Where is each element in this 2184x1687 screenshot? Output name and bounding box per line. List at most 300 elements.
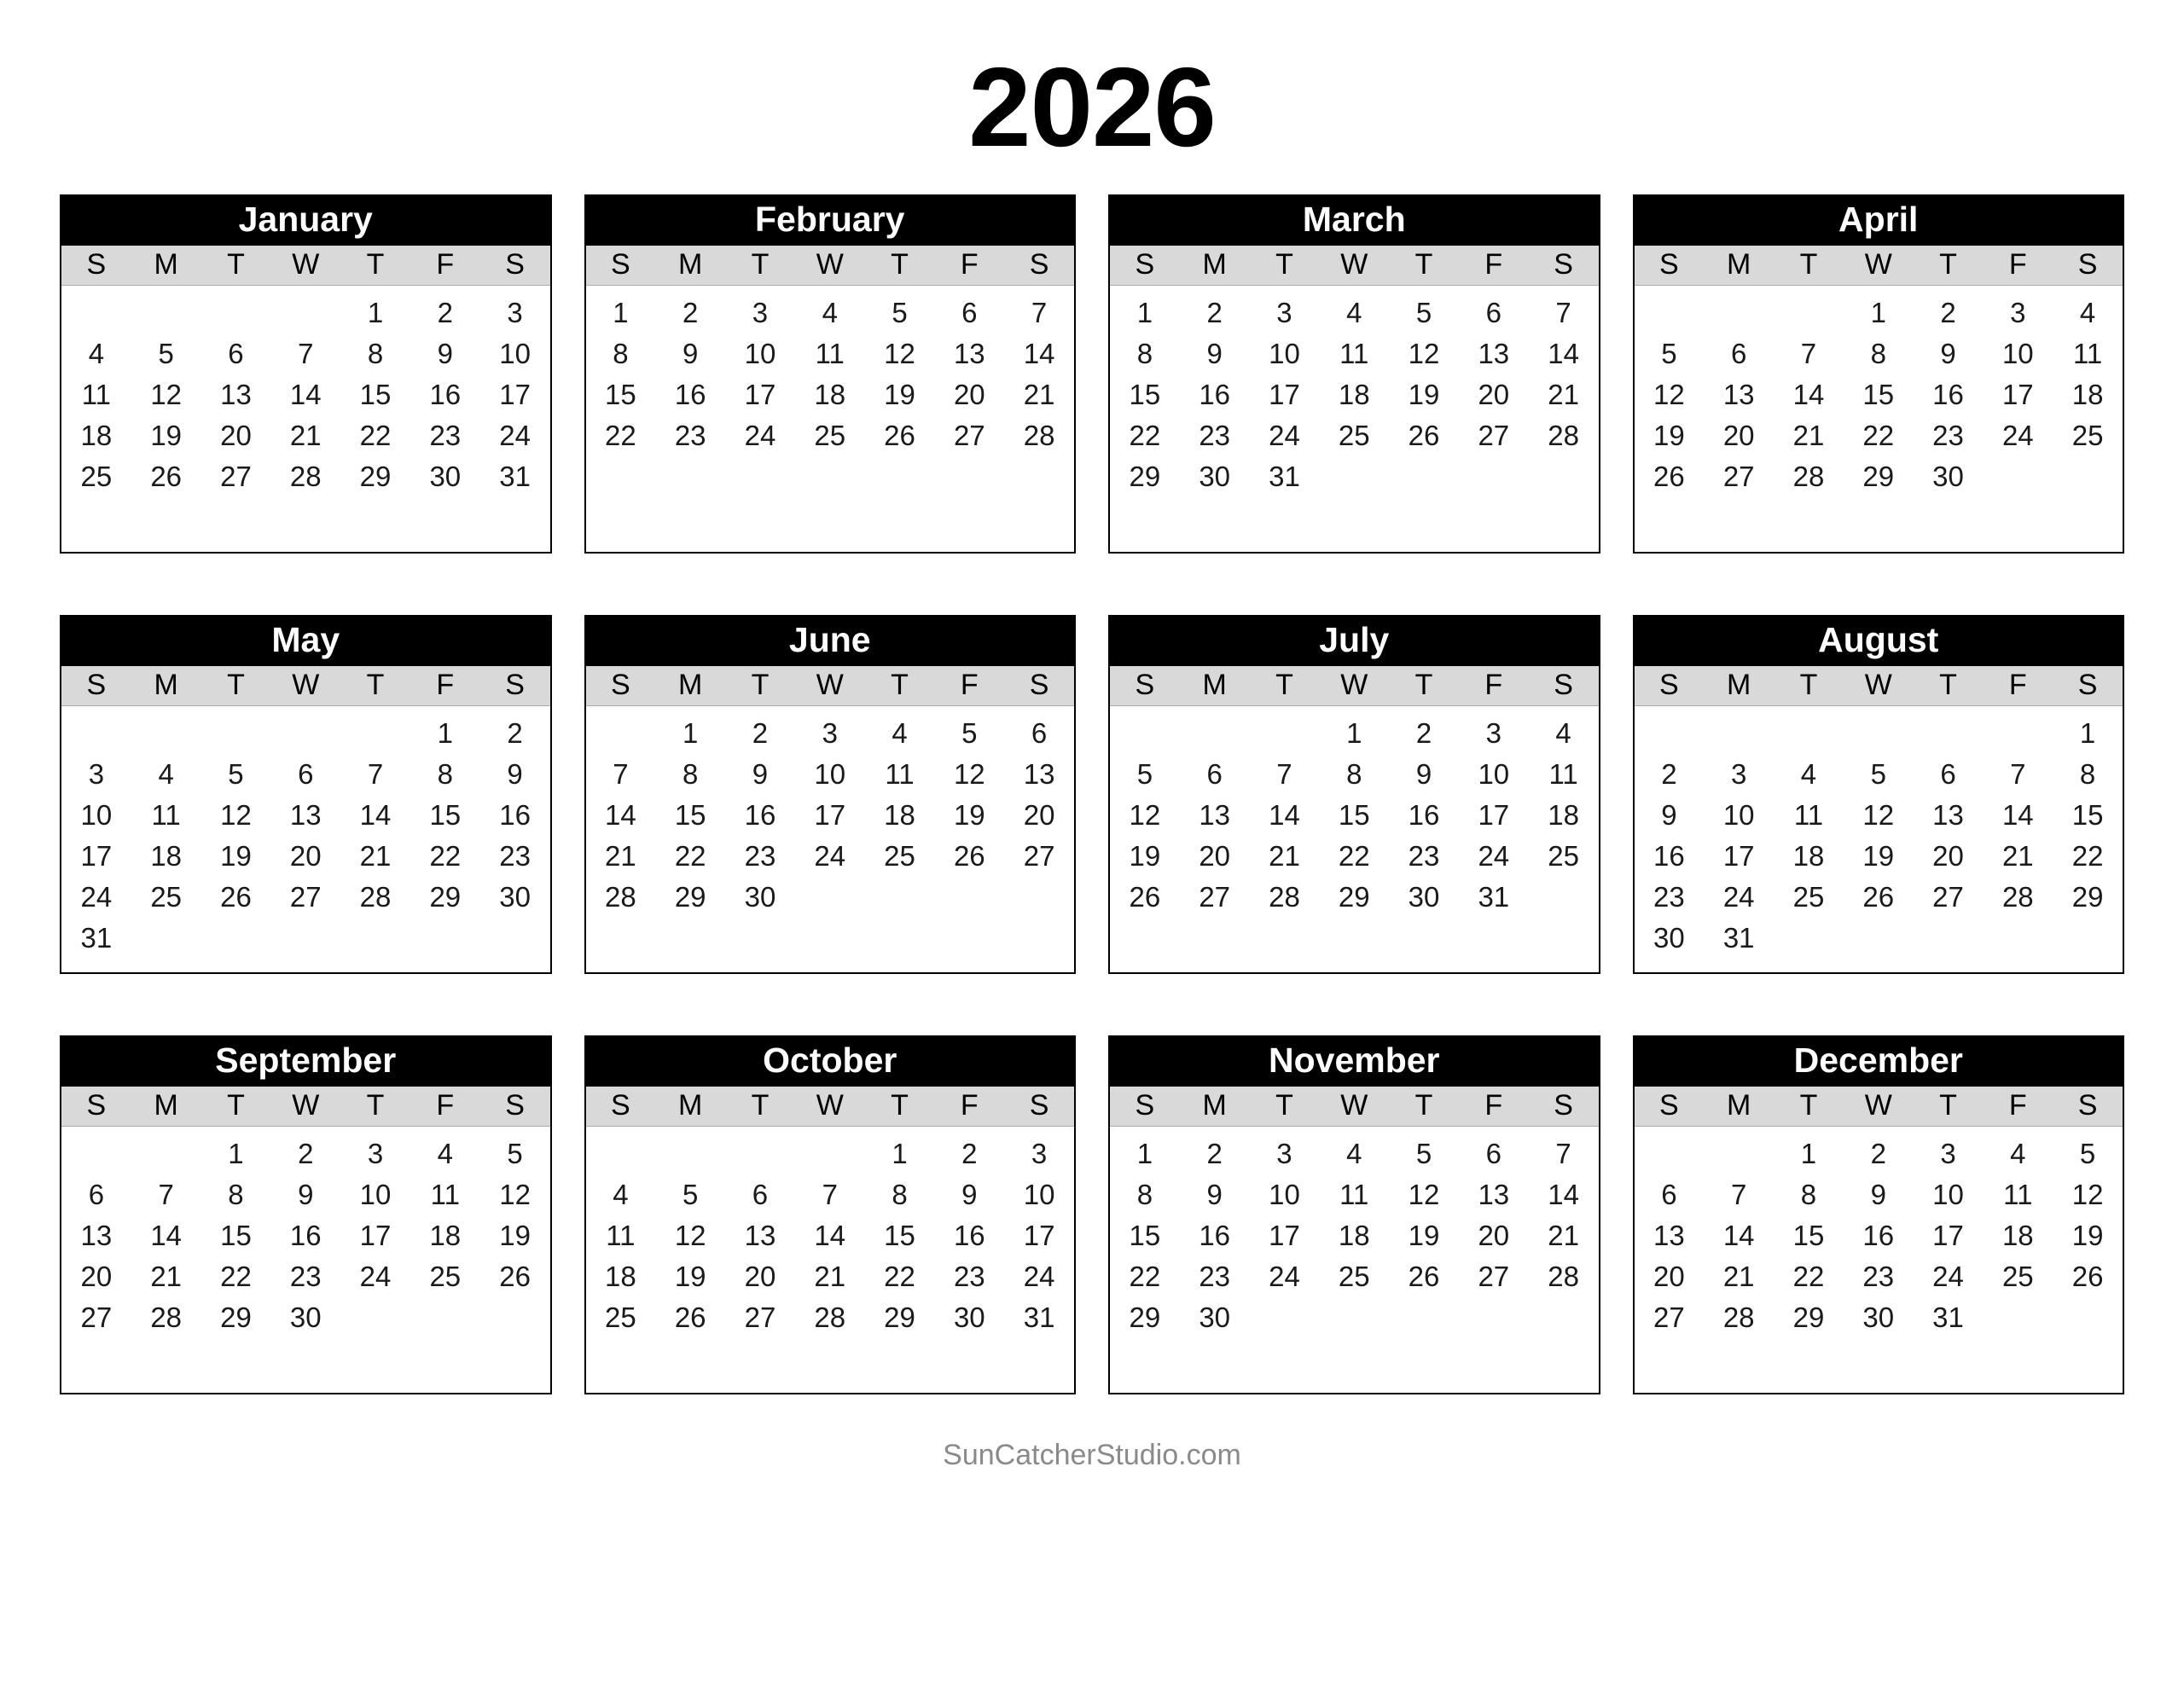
day-cell[interactable]: 29 xyxy=(359,461,392,492)
day-cell[interactable]: 15 xyxy=(674,799,706,831)
day-cell[interactable]: 30 xyxy=(1199,1301,1231,1333)
day-cell[interactable]: 5 xyxy=(158,338,174,369)
day-cell[interactable]: 13 xyxy=(1932,799,1964,831)
day-cell[interactable]: 5 xyxy=(961,717,978,749)
day-cell[interactable]: 1 xyxy=(1136,1138,1153,1169)
day-cell[interactable]: 11 xyxy=(885,758,915,790)
day-cell[interactable]: 24 xyxy=(814,840,846,872)
day-cell[interactable]: 10 xyxy=(1023,1179,1055,1210)
day-cell[interactable]: 23 xyxy=(674,420,706,451)
day-cell[interactable]: 3 xyxy=(1940,1138,1956,1169)
day-cell[interactable]: 12 xyxy=(1408,338,1440,369)
day-cell[interactable]: 24 xyxy=(1478,840,1510,872)
day-cell[interactable]: 26 xyxy=(884,420,915,451)
day-cell[interactable]: 17 xyxy=(359,1220,392,1251)
day-cell[interactable]: 11 xyxy=(1793,799,1824,831)
day-cell[interactable]: 6 xyxy=(1485,297,1502,328)
day-cell[interactable]: 21 xyxy=(2001,840,2034,872)
day-cell[interactable]: 4 xyxy=(1346,1138,1362,1169)
day-cell[interactable]: 2 xyxy=(507,717,523,749)
day-cell[interactable]: 28 xyxy=(289,461,322,492)
day-cell[interactable]: 29 xyxy=(1862,461,1895,492)
day-cell[interactable]: 22 xyxy=(1792,1261,1825,1292)
day-cell[interactable]: 16 xyxy=(1653,840,1685,872)
day-cell[interactable]: 18 xyxy=(1338,379,1370,410)
day-cell[interactable]: 23 xyxy=(289,1261,322,1292)
day-cell[interactable]: 17 xyxy=(2001,379,2034,410)
day-cell[interactable]: 5 xyxy=(682,1179,699,1210)
day-cell[interactable]: 15 xyxy=(1792,1220,1825,1251)
day-cell[interactable]: 13 xyxy=(953,338,985,369)
day-cell[interactable]: 19 xyxy=(2071,1220,2104,1251)
day-cell[interactable]: 26 xyxy=(150,461,183,492)
day-cell[interactable]: 9 xyxy=(507,758,523,790)
day-cell[interactable]: 28 xyxy=(1722,1301,1755,1333)
day-cell[interactable]: 28 xyxy=(359,881,392,913)
day-cell[interactable]: 3 xyxy=(88,758,105,790)
day-cell[interactable]: 2 xyxy=(437,297,453,328)
day-cell[interactable]: 20 xyxy=(1199,840,1231,872)
day-cell[interactable]: 1 xyxy=(1870,297,1886,328)
day-cell[interactable]: 17 xyxy=(1932,1220,1964,1251)
day-cell[interactable]: 3 xyxy=(1276,297,1292,328)
day-cell[interactable]: 19 xyxy=(1408,379,1440,410)
day-cell[interactable]: 3 xyxy=(1031,1138,1048,1169)
day-cell[interactable]: 2 xyxy=(298,1138,314,1169)
day-cell[interactable]: 19 xyxy=(1408,1220,1440,1251)
day-cell[interactable]: 3 xyxy=(1485,717,1502,749)
day-cell[interactable]: 5 xyxy=(1870,758,1886,790)
day-cell[interactable]: 13 xyxy=(80,1220,113,1251)
day-cell[interactable]: 12 xyxy=(220,799,252,831)
day-cell[interactable]: 22 xyxy=(429,840,462,872)
day-cell[interactable]: 30 xyxy=(1862,1301,1895,1333)
day-cell[interactable]: 19 xyxy=(1129,840,1161,872)
day-cell[interactable]: 13 xyxy=(744,1220,776,1251)
day-cell[interactable]: 26 xyxy=(1408,1261,1440,1292)
day-cell[interactable]: 4 xyxy=(2079,297,2096,328)
day-cell[interactable]: 14 xyxy=(1722,1220,1755,1251)
day-cell[interactable]: 7 xyxy=(822,1179,838,1210)
day-cell[interactable]: 25 xyxy=(150,881,183,913)
day-cell[interactable]: 2 xyxy=(682,297,699,328)
day-cell[interactable]: 18 xyxy=(814,379,846,410)
day-cell[interactable]: 21 xyxy=(605,840,636,872)
day-cell[interactable]: 2 xyxy=(1940,297,1956,328)
day-cell[interactable]: 4 xyxy=(1346,297,1362,328)
day-cell[interactable]: 24 xyxy=(359,1261,392,1292)
day-cell[interactable]: 21 xyxy=(1792,420,1825,451)
day-cell[interactable]: 2 xyxy=(1661,758,1677,790)
day-cell[interactable]: 19 xyxy=(150,420,183,451)
day-cell[interactable]: 7 xyxy=(1555,297,1571,328)
day-cell[interactable]: 20 xyxy=(1932,840,1964,872)
day-cell[interactable]: 3 xyxy=(1730,758,1747,790)
day-cell[interactable]: 15 xyxy=(359,379,392,410)
day-cell[interactable]: 23 xyxy=(1408,840,1440,872)
day-cell[interactable]: 30 xyxy=(499,881,531,913)
day-cell[interactable]: 25 xyxy=(80,461,113,492)
day-cell[interactable]: 5 xyxy=(228,758,244,790)
day-cell[interactable]: 17 xyxy=(1023,1220,1055,1251)
day-cell[interactable]: 27 xyxy=(1722,461,1755,492)
day-cell[interactable]: 23 xyxy=(1653,881,1685,913)
day-cell[interactable]: 25 xyxy=(1548,840,1579,872)
day-cell[interactable]: 13 xyxy=(289,799,322,831)
day-cell[interactable]: 27 xyxy=(744,1301,776,1333)
day-cell[interactable]: 8 xyxy=(1136,1179,1153,1210)
day-cell[interactable]: 16 xyxy=(674,379,706,410)
day-cell[interactable]: 2 xyxy=(1206,297,1223,328)
day-cell[interactable]: 10 xyxy=(814,758,846,790)
day-cell[interactable]: 23 xyxy=(1199,420,1231,451)
day-cell[interactable]: 14 xyxy=(1269,799,1300,831)
day-cell[interactable]: 1 xyxy=(228,1138,244,1169)
day-cell[interactable]: 28 xyxy=(1548,420,1579,451)
day-cell[interactable]: 8 xyxy=(892,1179,908,1210)
day-cell[interactable]: 28 xyxy=(814,1301,846,1333)
day-cell[interactable]: 31 xyxy=(1478,881,1510,913)
day-cell[interactable]: 15 xyxy=(1129,379,1161,410)
day-cell[interactable]: 6 xyxy=(228,338,244,369)
day-cell[interactable]: 20 xyxy=(1653,1261,1685,1292)
day-cell[interactable]: 23 xyxy=(1932,420,1964,451)
day-cell[interactable]: 29 xyxy=(1129,461,1161,492)
day-cell[interactable]: 4 xyxy=(1800,758,1817,790)
day-cell[interactable]: 25 xyxy=(2071,420,2104,451)
day-cell[interactable]: 22 xyxy=(605,420,636,451)
day-cell[interactable]: 12 xyxy=(953,758,985,790)
day-cell[interactable]: 12 xyxy=(674,1220,706,1251)
day-cell[interactable]: 10 xyxy=(1269,338,1300,369)
day-cell[interactable]: 9 xyxy=(1940,338,1956,369)
day-cell[interactable]: 22 xyxy=(1862,420,1895,451)
day-cell[interactable]: 13 xyxy=(1199,799,1231,831)
day-cell[interactable]: 2 xyxy=(1870,1138,1886,1169)
day-cell[interactable]: 3 xyxy=(507,297,523,328)
day-cell[interactable]: 29 xyxy=(1129,1301,1161,1333)
day-cell[interactable]: 10 xyxy=(80,799,113,831)
day-cell[interactable]: 14 xyxy=(150,1220,183,1251)
day-cell[interactable]: 6 xyxy=(1031,717,1048,749)
day-cell[interactable]: 13 xyxy=(1478,1179,1510,1210)
day-cell[interactable]: 7 xyxy=(1800,338,1817,369)
day-cell[interactable]: 29 xyxy=(429,881,462,913)
day-cell[interactable]: 18 xyxy=(150,840,183,872)
day-cell[interactable]: 27 xyxy=(1199,881,1231,913)
day-cell[interactable]: 8 xyxy=(367,338,384,369)
day-cell[interactable]: 31 xyxy=(1023,1301,1055,1333)
day-cell[interactable]: 24 xyxy=(1269,1261,1300,1292)
day-cell[interactable]: 9 xyxy=(961,1179,978,1210)
day-cell[interactable]: 22 xyxy=(1338,840,1370,872)
day-cell[interactable]: 14 xyxy=(359,799,392,831)
day-cell[interactable]: 18 xyxy=(605,1261,636,1292)
day-cell[interactable]: 14 xyxy=(605,799,636,831)
day-cell[interactable]: 1 xyxy=(437,717,453,749)
day-cell[interactable]: 24 xyxy=(1269,420,1300,451)
day-cell[interactable]: 4 xyxy=(822,297,838,328)
day-cell[interactable]: 21 xyxy=(1548,1220,1579,1251)
day-cell[interactable]: 20 xyxy=(80,1261,113,1292)
day-cell[interactable]: 16 xyxy=(1199,1220,1231,1251)
day-cell[interactable]: 21 xyxy=(150,1261,183,1292)
day-cell[interactable]: 24 xyxy=(1722,881,1755,913)
day-cell[interactable]: 20 xyxy=(953,379,985,410)
day-cell[interactable]: 26 xyxy=(953,840,985,872)
day-cell[interactable]: 12 xyxy=(1653,379,1685,410)
day-cell[interactable]: 6 xyxy=(1206,758,1223,790)
day-cell[interactable]: 22 xyxy=(884,1261,915,1292)
day-cell[interactable]: 24 xyxy=(744,420,776,451)
day-cell[interactable]: 5 xyxy=(1661,338,1677,369)
day-cell[interactable]: 11 xyxy=(2072,338,2103,369)
day-cell[interactable]: 15 xyxy=(1338,799,1370,831)
day-cell[interactable]: 12 xyxy=(499,1179,531,1210)
day-cell[interactable]: 25 xyxy=(1338,1261,1370,1292)
day-cell[interactable]: 25 xyxy=(1338,420,1370,451)
day-cell[interactable]: 31 xyxy=(80,922,113,954)
day-cell[interactable]: 16 xyxy=(1199,379,1231,410)
day-cell[interactable]: 19 xyxy=(674,1261,706,1292)
day-cell[interactable]: 10 xyxy=(744,338,776,369)
day-cell[interactable]: 22 xyxy=(674,840,706,872)
day-cell[interactable]: 18 xyxy=(1548,799,1579,831)
day-cell[interactable]: 26 xyxy=(499,1261,531,1292)
day-cell[interactable]: 1 xyxy=(1136,297,1153,328)
day-cell[interactable]: 26 xyxy=(1129,881,1161,913)
day-cell[interactable]: 20 xyxy=(220,420,252,451)
day-cell[interactable]: 15 xyxy=(884,1220,915,1251)
day-cell[interactable]: 28 xyxy=(150,1301,183,1333)
day-cell[interactable]: 31 xyxy=(1932,1301,1964,1333)
day-cell[interactable]: 27 xyxy=(1478,420,1510,451)
day-cell[interactable]: 8 xyxy=(682,758,699,790)
day-cell[interactable]: 21 xyxy=(1023,379,1055,410)
day-cell[interactable]: 2 xyxy=(752,717,769,749)
day-cell[interactable]: 21 xyxy=(814,1261,846,1292)
day-cell[interactable]: 16 xyxy=(1862,1220,1895,1251)
day-cell[interactable]: 19 xyxy=(220,840,252,872)
day-cell[interactable]: 1 xyxy=(682,717,699,749)
day-cell[interactable]: 3 xyxy=(822,717,838,749)
day-cell[interactable]: 13 xyxy=(1722,379,1755,410)
day-cell[interactable]: 15 xyxy=(429,799,462,831)
day-cell[interactable]: 21 xyxy=(289,420,322,451)
day-cell[interactable]: 5 xyxy=(1415,1138,1432,1169)
day-cell[interactable]: 8 xyxy=(1346,758,1362,790)
day-cell[interactable]: 28 xyxy=(2001,881,2034,913)
day-cell[interactable]: 6 xyxy=(88,1179,105,1210)
day-cell[interactable]: 12 xyxy=(1408,1179,1440,1210)
day-cell[interactable]: 6 xyxy=(752,1179,769,1210)
day-cell[interactable]: 3 xyxy=(1276,1138,1292,1169)
day-cell[interactable]: 6 xyxy=(1661,1179,1677,1210)
day-cell[interactable]: 25 xyxy=(884,840,915,872)
day-cell[interactable]: 30 xyxy=(429,461,462,492)
day-cell[interactable]: 8 xyxy=(228,1179,244,1210)
day-cell[interactable]: 20 xyxy=(1023,799,1055,831)
day-cell[interactable]: 11 xyxy=(1548,758,1578,790)
day-cell[interactable]: 12 xyxy=(2071,1179,2104,1210)
day-cell[interactable]: 13 xyxy=(1653,1220,1685,1251)
day-cell[interactable]: 25 xyxy=(2001,1261,2034,1292)
day-cell[interactable]: 6 xyxy=(961,297,978,328)
day-cell[interactable]: 19 xyxy=(1653,420,1685,451)
day-cell[interactable]: 18 xyxy=(884,799,915,831)
day-cell[interactable]: 29 xyxy=(2071,881,2104,913)
day-cell[interactable]: 22 xyxy=(2071,840,2104,872)
day-cell[interactable]: 4 xyxy=(88,338,105,369)
day-cell[interactable]: 26 xyxy=(2071,1261,2104,1292)
day-cell[interactable]: 21 xyxy=(1548,379,1579,410)
day-cell[interactable]: 29 xyxy=(884,1301,915,1333)
day-cell[interactable]: 4 xyxy=(613,1179,629,1210)
day-cell[interactable]: 18 xyxy=(429,1220,462,1251)
day-cell[interactable]: 27 xyxy=(1478,1261,1510,1292)
day-cell[interactable]: 17 xyxy=(1722,840,1755,872)
day-cell[interactable]: 17 xyxy=(814,799,846,831)
day-cell[interactable]: 10 xyxy=(359,1179,392,1210)
day-cell[interactable]: 10 xyxy=(499,338,531,369)
day-cell[interactable]: 1 xyxy=(892,1138,908,1169)
day-cell[interactable]: 26 xyxy=(674,1301,706,1333)
day-cell[interactable]: 31 xyxy=(1269,461,1300,492)
day-cell[interactable]: 28 xyxy=(1548,1261,1579,1292)
day-cell[interactable]: 30 xyxy=(1932,461,1964,492)
day-cell[interactable]: 3 xyxy=(2010,297,2026,328)
day-cell[interactable]: 20 xyxy=(289,840,322,872)
day-cell[interactable]: 7 xyxy=(1730,1179,1747,1210)
day-cell[interactable]: 26 xyxy=(220,881,252,913)
day-cell[interactable]: 29 xyxy=(1792,1301,1825,1333)
day-cell[interactable]: 4 xyxy=(2010,1138,2026,1169)
day-cell[interactable]: 25 xyxy=(1792,881,1825,913)
day-cell[interactable]: 31 xyxy=(1722,922,1755,954)
day-cell[interactable]: 10 xyxy=(1932,1179,1964,1210)
day-cell[interactable]: 8 xyxy=(1870,338,1886,369)
day-cell[interactable]: 22 xyxy=(1129,1261,1161,1292)
day-cell[interactable]: 4 xyxy=(437,1138,453,1169)
day-cell[interactable]: 16 xyxy=(953,1220,985,1251)
day-cell[interactable]: 18 xyxy=(2071,379,2104,410)
day-cell[interactable]: 9 xyxy=(1206,1179,1223,1210)
day-cell[interactable]: 24 xyxy=(2001,420,2034,451)
day-cell[interactable]: 5 xyxy=(1415,297,1432,328)
day-cell[interactable]: 23 xyxy=(1862,1261,1895,1292)
day-cell[interactable]: 19 xyxy=(884,379,915,410)
day-cell[interactable]: 9 xyxy=(1870,1179,1886,1210)
day-cell[interactable]: 13 xyxy=(1023,758,1055,790)
day-cell[interactable]: 4 xyxy=(1555,717,1571,749)
day-cell[interactable]: 16 xyxy=(499,799,531,831)
day-cell[interactable]: 28 xyxy=(1792,461,1825,492)
day-cell[interactable]: 12 xyxy=(150,379,183,410)
day-cell[interactable]: 22 xyxy=(1129,420,1161,451)
day-cell[interactable]: 25 xyxy=(429,1261,462,1292)
day-cell[interactable]: 19 xyxy=(499,1220,531,1251)
day-cell[interactable]: 1 xyxy=(1800,1138,1817,1169)
day-cell[interactable]: 7 xyxy=(367,758,384,790)
day-cell[interactable]: 16 xyxy=(1932,379,1964,410)
day-cell[interactable]: 14 xyxy=(1023,338,1055,369)
day-cell[interactable]: 4 xyxy=(158,758,174,790)
day-cell[interactable]: 10 xyxy=(1722,799,1755,831)
day-cell[interactable]: 1 xyxy=(1346,717,1362,749)
day-cell[interactable]: 9 xyxy=(752,758,769,790)
day-cell[interactable]: 19 xyxy=(1862,840,1895,872)
day-cell[interactable]: 16 xyxy=(1408,799,1440,831)
day-cell[interactable]: 8 xyxy=(613,338,629,369)
day-cell[interactable]: 18 xyxy=(1338,1220,1370,1251)
day-cell[interactable]: 12 xyxy=(1129,799,1161,831)
day-cell[interactable]: 15 xyxy=(220,1220,252,1251)
day-cell[interactable]: 27 xyxy=(1932,881,1964,913)
day-cell[interactable]: 30 xyxy=(1199,461,1231,492)
day-cell[interactable]: 20 xyxy=(1478,1220,1510,1251)
day-cell[interactable]: 12 xyxy=(1862,799,1895,831)
day-cell[interactable]: 9 xyxy=(1415,758,1432,790)
day-cell[interactable]: 31 xyxy=(499,461,531,492)
day-cell[interactable]: 15 xyxy=(605,379,636,410)
day-cell[interactable]: 11 xyxy=(815,338,845,369)
day-cell[interactable]: 11 xyxy=(151,799,181,831)
day-cell[interactable]: 14 xyxy=(2001,799,2034,831)
day-cell[interactable]: 24 xyxy=(80,881,113,913)
day-cell[interactable]: 30 xyxy=(1408,881,1440,913)
day-cell[interactable]: 25 xyxy=(605,1301,636,1333)
day-cell[interactable]: 16 xyxy=(744,799,776,831)
day-cell[interactable]: 23 xyxy=(499,840,531,872)
day-cell[interactable]: 15 xyxy=(1862,379,1895,410)
day-cell[interactable]: 14 xyxy=(814,1220,846,1251)
day-cell[interactable]: 9 xyxy=(1206,338,1223,369)
day-cell[interactable]: 13 xyxy=(1478,338,1510,369)
day-cell[interactable]: 16 xyxy=(429,379,462,410)
day-cell[interactable]: 17 xyxy=(1478,799,1510,831)
day-cell[interactable]: 23 xyxy=(1199,1261,1231,1292)
day-cell[interactable]: 11 xyxy=(2003,1179,2033,1210)
day-cell[interactable]: 27 xyxy=(289,881,322,913)
day-cell[interactable]: 11 xyxy=(606,1220,636,1251)
day-cell[interactable]: 21 xyxy=(359,840,392,872)
day-cell[interactable]: 27 xyxy=(80,1301,113,1333)
day-cell[interactable]: 29 xyxy=(220,1301,252,1333)
day-cell[interactable]: 27 xyxy=(1023,840,1055,872)
day-cell[interactable]: 30 xyxy=(953,1301,985,1333)
day-cell[interactable]: 9 xyxy=(682,338,699,369)
day-cell[interactable]: 2 xyxy=(1206,1138,1223,1169)
day-cell[interactable]: 14 xyxy=(1548,338,1579,369)
day-cell[interactable]: 8 xyxy=(437,758,453,790)
day-cell[interactable]: 6 xyxy=(1940,758,1956,790)
day-cell[interactable]: 26 xyxy=(1862,881,1895,913)
day-cell[interactable]: 7 xyxy=(613,758,629,790)
day-cell[interactable]: 20 xyxy=(744,1261,776,1292)
day-cell[interactable]: 6 xyxy=(1730,338,1747,369)
day-cell[interactable]: 29 xyxy=(1338,881,1370,913)
day-cell[interactable]: 7 xyxy=(1276,758,1292,790)
day-cell[interactable]: 10 xyxy=(1269,1179,1300,1210)
day-cell[interactable]: 9 xyxy=(1661,799,1677,831)
day-cell[interactable]: 8 xyxy=(1800,1179,1817,1210)
day-cell[interactable]: 7 xyxy=(298,338,314,369)
day-cell[interactable]: 21 xyxy=(1722,1261,1755,1292)
day-cell[interactable]: 25 xyxy=(814,420,846,451)
day-cell[interactable]: 8 xyxy=(1136,338,1153,369)
day-cell[interactable]: 11 xyxy=(430,1179,460,1210)
day-cell[interactable]: 20 xyxy=(1722,420,1755,451)
